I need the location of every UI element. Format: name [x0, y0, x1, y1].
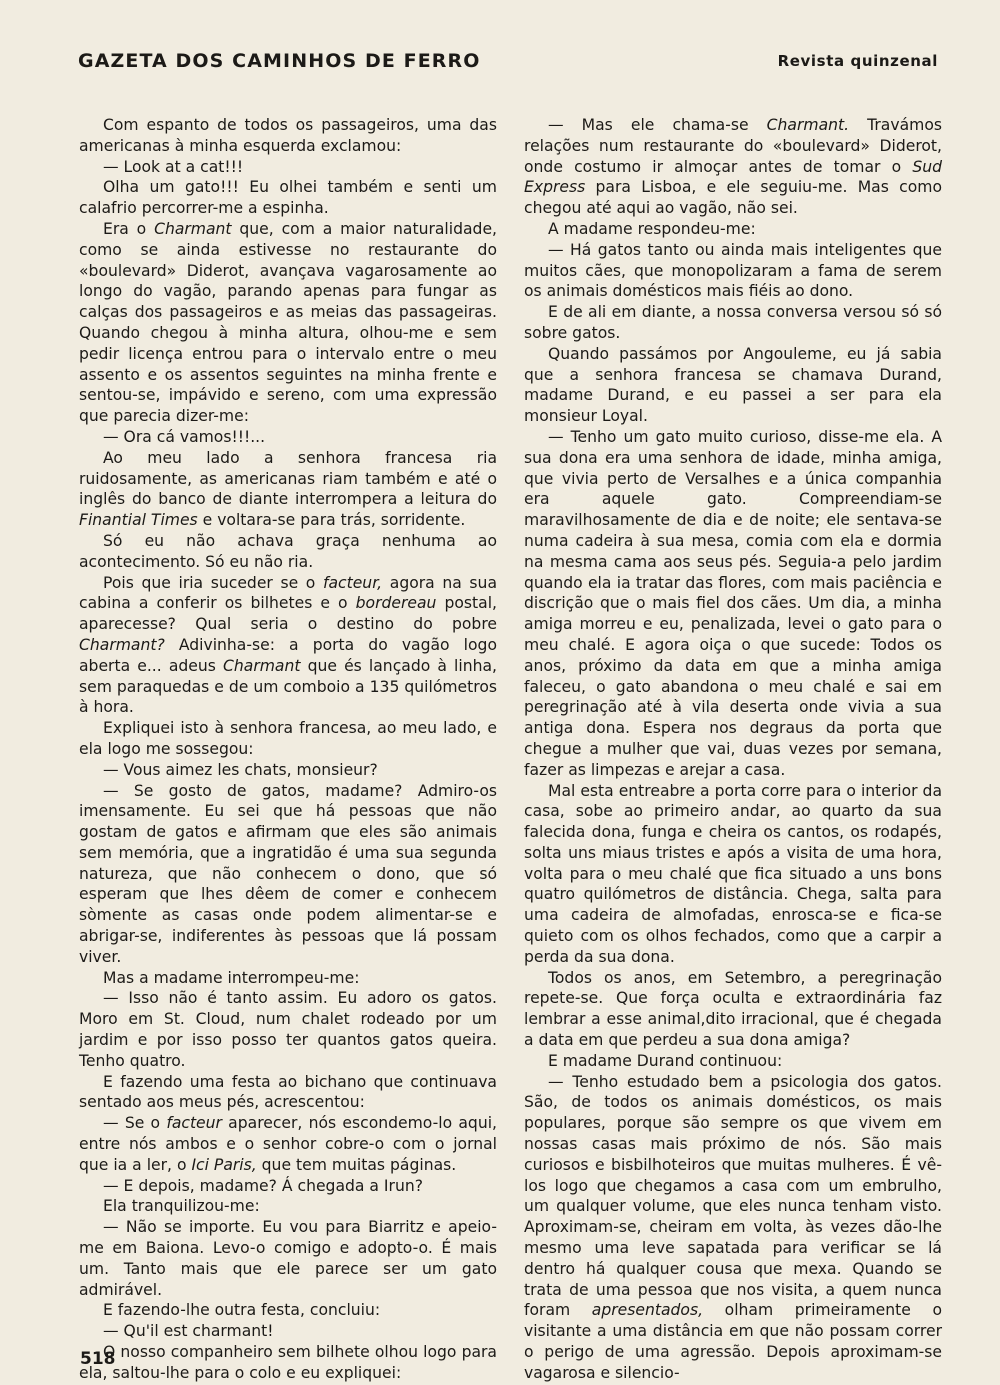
paragraph: Com espanto de todos os passageiros, uma das americanas à minha esquerda exclamou:	[79, 116, 497, 155]
paragraph: — Não se importe. Eu vou para Biarritz e apeio-me em Baiona. Levo-o comigo e adopto-o. É mais um. Tanto mais que ele parece ser um gato admirável.	[79, 1218, 497, 1299]
paragraph: — Tenho um gato muito curioso, disse-me ela. A sua dona era uma senhora de idade, minha amiga, que vivia perto de Versalhes e a única companhia era aquele gato. Compreendiam-se maravilhosamente de dia e de noite; ele sentava-se numa cadeira à sua mesa, comia com ela e dormia na mesma cama aos seus pés. Seguia-a pelo jardim quando ela ia tratar das flores, com mais paciência e discrição que o mais fiel dos cães. Um dia, a minha amiga morreu e eu, penalizada, levei o gato para o meu chalé. E agora oiça o que sucede: Todos os anos, próximo da data em que a minha amiga faleceu, o gato abandona o meu chalé e sai em peregrinação até à vila deserta onde vivia a sua antiga dona. Espera nos degraus da porta que chegue a mulher que vai, duas vezes por semana, fazer as limpezas e arejar a casa.	[524, 427, 942, 779]
paragraph: — Se o facteur aparecer, nós escondemo-lo aqui, entre nós ambos e o senhor cobre-o com o jornal que ia a ler, o Ici Paris, que tem muitas páginas.	[79, 1114, 497, 1174]
paragraph: E madame Durand continuou:	[548, 1051, 783, 1070]
paragraph: Ao meu lado a senhora francesa ria ruidosamente, as americanas riam também e até o inglês do banco de diante interrompera a leitura do Finantial Times e voltara-se para trás, sorridente.	[79, 448, 497, 530]
paragraph: E de ali em diante, a nossa conversa versou só só sobre gatos.	[524, 303, 942, 342]
text-column-left	[79, 115, 497, 1384]
paragraph: — Look at a cat!!!	[103, 157, 244, 176]
paragraph: E fazendo uma festa ao bichano que continuava sentado aos meus pés, acrescentou:	[79, 1072, 497, 1112]
paragraph: — Vous aimez les chats, monsieur?	[103, 760, 378, 779]
paragraph: — Se gosto de gatos, madame? Admiro-os imensamente. Eu sei que há pessoas que não gostam de gatos e afirmam que eles são animais sem memória, que a ingratidão é uma sua segunda natureza, que não conhecem o dono, que só esperam que lhes dêem de comer e conhecem sòmente as casas onde podem alimentar-se e abrigar-se, indiferentes às pessoas que lá possam viver.	[79, 781, 497, 966]
paragraph: Pois que iria suceder se o facteur, agora na sua cabina a conferir os bilhetes e o bordereau postal, aparecesse? Qual seria o destino do pobre Charmant? Adivinha-se: a porta do vagão logo aberta e... adeus Charmant que és lançado à linha, sem paraquedas e de um comboio a 135 quilómetros à hora.	[79, 573, 497, 717]
paragraph: Era o Charmant que, com a maior naturalidade, como se ainda estivesse no restaurante do «boulevard» Diderot, avançava vagarosamente ao longo do vagão, parando apenas para fungar as calças dos passageiros e as meias das passageiras. Quando chegou à minha altura, olhou-me e sem pedir licença entrou para o intervalo entre o meu assento e os assentos seguintes na minha frente e sentou-se, impávido e sereno, com uma expressão que parecia dizer-me:	[79, 219, 497, 426]
paragraph: — Mas ele chama-se Charmant. Travámos relações num restaurante do «boulevard» Diderot, onde costumo ir almoçar antes de tomar o Sud Express para Lisboa, e ele seguiu-me. Mas como chegou até aqui ao vagão, não sei.	[524, 116, 943, 218]
publication-subtitle: Revista quinzenal	[777, 52, 938, 70]
paragraph: Só eu não achava graça nenhuma ao acontecimento. Só eu não ria.	[79, 531, 497, 571]
paragraph: — Tenho estudado bem a psicologia dos gatos. São, de todos os animais domésticos, os mais populares, porque são sempre os que vivem em nossas casas mais próximo de nós. São mais curiosos e bisbilhoteiros que muitas mulheres. É vê-los logo que chegamos a casa com um embrulho, um qualquer volume, que eles nunca tenham visto. Aproximam-se, cheiram em volta, às vezes dão-lhe mesmo uma leve sapatada para verificar se lá dentro há qualquer cousa que mexa. Quando se trata de uma pessoa que nos visita, a quem nunca foram apresentados, olham primeiramente o visitante a uma distância em que não possam correr o perigo de uma agressão. Depois aproximam-se vagarosa e silencio-	[524, 1072, 942, 1382]
paragraph: A madame respondeu-me:	[548, 219, 756, 238]
paragraph: Quando passámos por Angouleme, eu já sabia que a senhora francesa se chamava Durand, madame Durand, e eu passei a ser para ela monsieur Loyal.	[524, 344, 942, 426]
paragraph: Ela tranquilizou-me:	[103, 1197, 260, 1216]
paragraph: O nosso companheiro sem bilhete olhou logo para ela, saltou-lhe para o colo e eu expliquei:	[79, 1343, 497, 1382]
paragraph: — Qu'il est charmant!	[103, 1322, 274, 1341]
paragraph: Expliquei isto à senhora francesa, ao meu lado, e ela logo me sossegou:	[79, 719, 497, 758]
paragraph: Mal esta entreabre a porta corre para o interior da casa, sobe ao primeiro andar, ao quarto da sua falecida dona, funga e cheira os cantos, os rodapés, solta uns miaus tristes e após a visita de uma hora, volta para o meu chalé que fica situado a uns bons quatro quilómetros de distância. Chega, salta para uma cadeira de almofadas, enrosca-se e fica-se quieto com os olhos fechados, como que a carpir a perda da sua dona.	[524, 781, 942, 966]
paragraph: Todos os anos, em Setembro, a peregrinação repete-se. Que força oculta e extraordinária faz lembrar a esse animal,dito irracional, que é chegada a data em que perdeu a sua dona amiga?	[524, 968, 942, 1050]
running-header	[78, 50, 938, 80]
page-number: 518	[80, 1349, 116, 1369]
paragraph: E fazendo-lhe outra festa, concluiu:	[103, 1301, 381, 1320]
paragraph: — Ora cá vamos!!!...	[103, 427, 266, 446]
paragraph: — E depois, madame? Á chegada a Irun?	[103, 1176, 423, 1195]
publication-title: GAZETA DOS CAMINHOS DE FERRO	[78, 50, 481, 72]
text-column-right	[524, 115, 942, 1384]
paragraph: — Isso não é tanto assim. Eu adoro os gatos. Moro em St. Cloud, num chalet rodeado por um jardim e por isso posso ter quantos gatos queira. Tenho quatro.	[79, 989, 497, 1070]
paragraph: Olha um gato!!! Eu olhei também e senti um calafrio percorrer-me a espinha.	[79, 178, 497, 218]
paragraph: Mas a madame interrompeu-me:	[103, 968, 360, 987]
paragraph: — Há gatos tanto ou ainda mais inteligentes que muitos cães, que monopolizaram a fama de serem os animais domésticos mais fiéis ao dono.	[524, 240, 942, 301]
